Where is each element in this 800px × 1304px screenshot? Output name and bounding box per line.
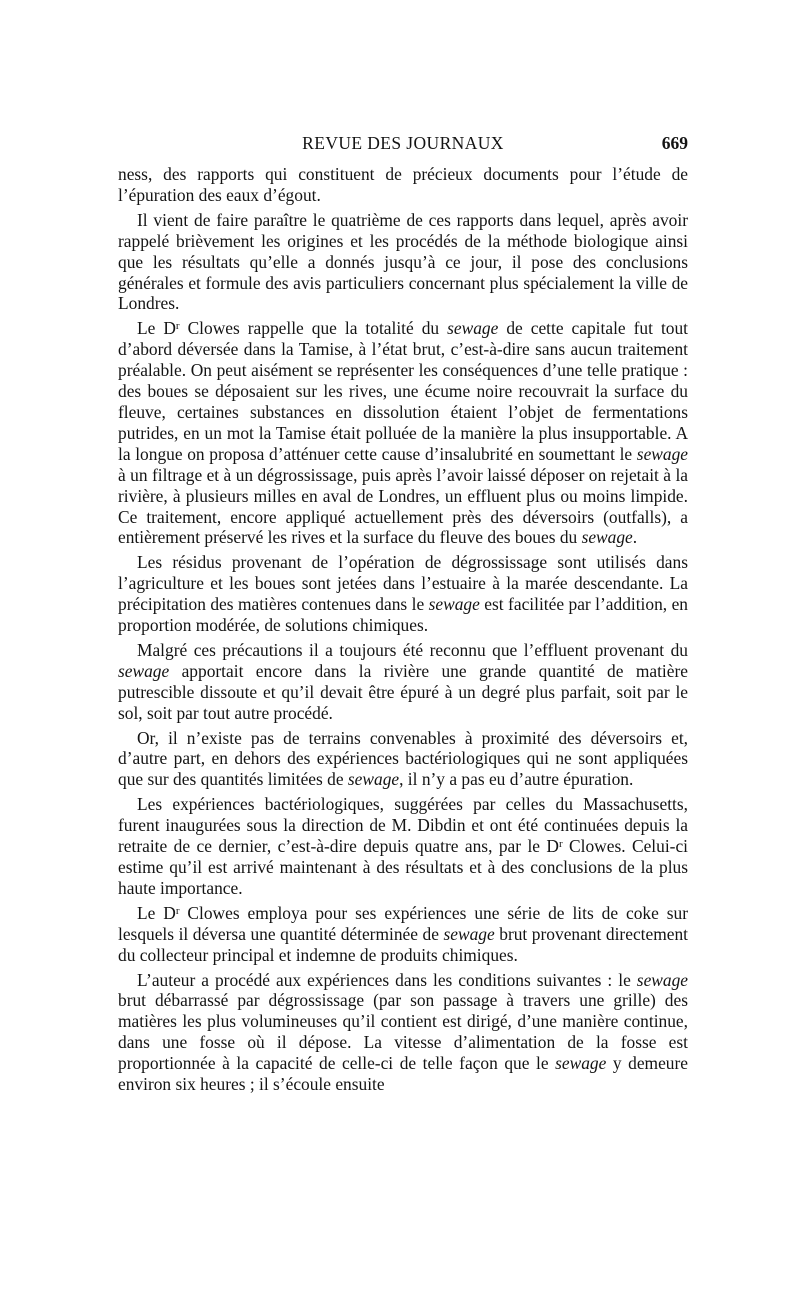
paragraph — [118, 640, 688, 724]
text-run: apportait encore dans la rivière une grande quantité de matière putrescible dissoute et qu’il devait être épuré à un degré plus parfait, soit par le sol, soit par tout autre procédé. — [118, 660, 688, 723]
text-run: , il n’y a pas eu d’autre épuration. — [399, 769, 634, 790]
page-number: 669 — [661, 133, 688, 153]
running-title: REVUE DES JOURNAUX — [302, 133, 504, 153]
text-run: à un filtrage et à un dégrossissage, puis après l’avoir laissé déposer on rejetait à la rivière, à plusieurs milles en aval de Londres, un effluent plus ou moins limpide. Ce traitement, encore appliqué actuellement près des déversoirs (outfalls), a entièrement préservé les rives et la surface du fleuve des boues du — [118, 464, 688, 548]
italic-term: sewage — [428, 594, 480, 615]
italic-term: sewage — [636, 969, 688, 990]
body-text — [118, 164, 688, 1099]
paragraph — [118, 728, 688, 791]
text-run: Il vient de faire paraître le quatrième de ces rapports dans lequel, après avoir rappelé brièvement les origines et les procédés de la méthode biologique ainsi que les résultats qu’elle a donnés jusqu’à ce jour, il pose des conclusions générales et formule des avis particuliers concernant plus spécialement la ville de Londres. — [118, 209, 688, 314]
text-run: ness, des rapports qui constituent de précieux documents pour l’étude de l’épuration des eaux d’égout. — [118, 164, 688, 205]
italic-term: sewage — [347, 769, 400, 790]
paragraph — [118, 552, 688, 636]
superscript: r — [175, 904, 180, 917]
text-run: Les expériences bactériologiques, suggérées par celles du Massachusetts, furent inaugurées sous la direction de M. Dibdin et ont été continuées depuis la retraite de ce dernier, c’est-à-dire depuis quatre ans, par le D — [118, 794, 688, 857]
text-run: Le D — [137, 902, 176, 923]
paragraph — [118, 903, 688, 966]
paragraph — [118, 210, 688, 315]
italic-term: sewage — [581, 527, 633, 548]
italic-term: sewage — [555, 1053, 607, 1074]
text-run: . — [632, 527, 638, 548]
italic-term: sewage — [636, 443, 688, 464]
text-run: Le D — [137, 318, 176, 339]
text-run: y demeure environ six heures ; il s’écoule ensuite — [118, 1053, 688, 1095]
paragraph — [118, 318, 688, 548]
text-run: Clowes rappelle que la totalité du — [179, 318, 448, 339]
text-run: Clowes employa pour ses expériences une série de lits de coke sur lesquels il déversa une quantité déterminée de — [118, 902, 688, 944]
italic-term: sewage — [443, 923, 495, 944]
text-run: brut débarrassé par dégrossissage (par son passage à travers une grille) des matières les plus volumineuses qu’il contient est dirigé, d’une manière continue, dans une fosse où il dépose. La vitesse d’alimentation de la fosse est proportionnée à la capacité de celle-ci de telle façon que le — [118, 990, 688, 1074]
text-run: Or, il n’existe pas de terrains convenables à proximité des déversoirs et, d’autre part, en dehors des expériences bactériologiques qui ne sont appliquées que sur des quantités limitées de — [118, 727, 688, 790]
italic-term: sewage — [447, 318, 499, 339]
text-run: brut provenant directement du collecteur principal et indemne de produits chimiques. — [118, 923, 688, 965]
text-run: Malgré ces précautions il a toujours été reconnu que l’effluent provenant du — [137, 639, 688, 660]
paragraph — [118, 164, 688, 206]
paragraph — [118, 794, 688, 899]
text-run: Clowes. Celui-ci estime qu’il est arrivé maintenant à des résultats et à des conclusions de la plus haute importance. — [118, 836, 689, 898]
text-run: L’auteur a procédé aux expériences dans les conditions suivantes : le — [137, 969, 637, 990]
superscript: r — [558, 838, 563, 851]
text-run: est facilitée par l’addition, en proportion modérée, de solutions chimiques. — [118, 594, 688, 636]
running-head — [118, 133, 688, 159]
text-run: de cette capitale fut tout d’abord déversée dans la Tamise, à l’état brut, c’est-à-dire sans aucun traitement préalable. On peut aisément se représenter les conséquences d’une telle pratique : des boues se déposaient sur les rives, une écume noire recouvrait la surface du fleuve, certaines substances en dissolution étaient l’objet de fermentations putrides, en un mot la Tamise était polluée de la manière la plus insupportable. A la longue on proposa d’atténuer cette cause d’insalubrité en soumettant le — [118, 318, 688, 464]
paragraph — [118, 970, 688, 1095]
text-run: Les résidus provenant de l’opération de dégrossissage sont utilisés dans l’agriculture et les boues sont jetées dans l’estuaire à la marée descendante. La précipitation des matières contenues dans le — [118, 552, 688, 615]
superscript: r — [175, 320, 180, 333]
italic-term: sewage — [118, 660, 170, 681]
